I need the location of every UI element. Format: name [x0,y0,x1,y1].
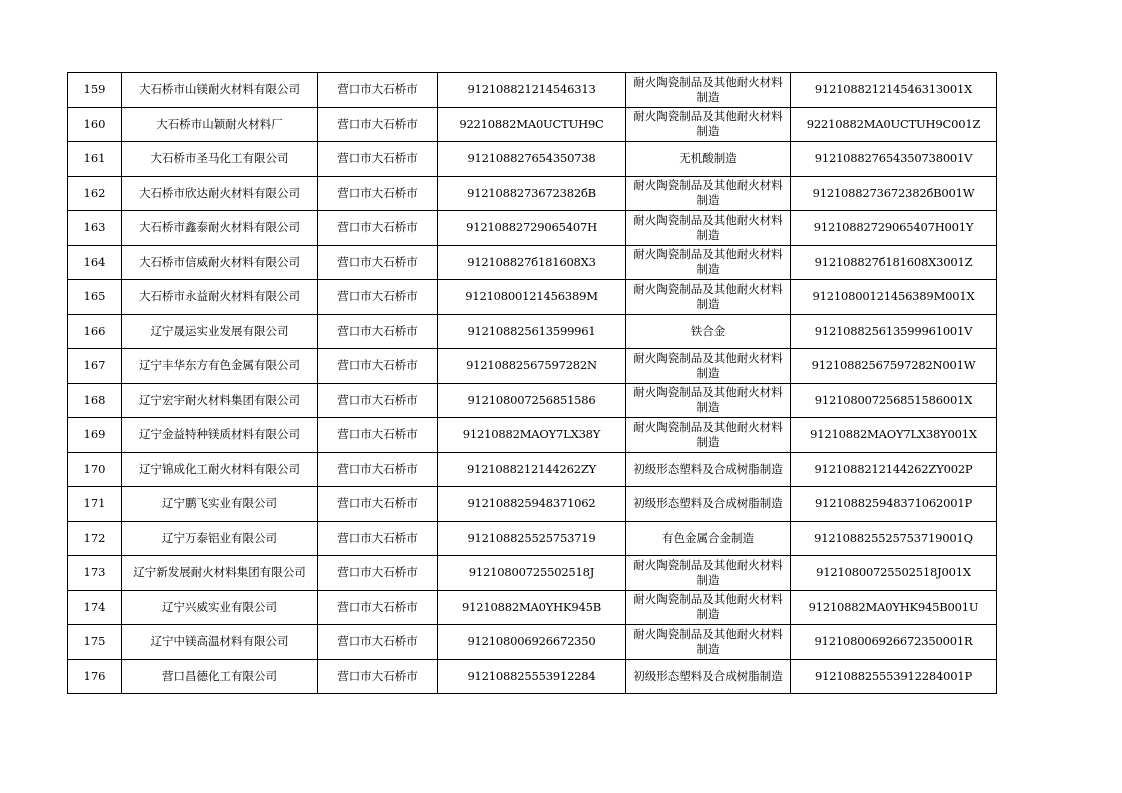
credit-code-cell: 91210800121456389M [438,280,626,315]
permit-number-cell: 912108827654350738001V [791,142,997,177]
location-cell: 营口市大石桥市 [318,487,438,522]
company-name-cell: 辽宁兴威实业有限公司 [122,590,318,625]
table-row [68,349,997,384]
table-row [68,107,997,142]
company-name-cell: 辽宁万泰铝业有限公司 [122,521,318,556]
credit-code-cell: 912108827б181608X3 [438,245,626,280]
table-row [68,418,997,453]
permit-number-cell: 91210882567597282N001W [791,349,997,384]
credit-code-cell: 91210882567597282N [438,349,626,384]
credit-code-cell: 92210882MA0UCTUH9C [438,107,626,142]
industry-cell: 耐火陶瓷制品及其他耐火材料制造 [626,107,791,142]
location-cell: 营口市大石桥市 [318,452,438,487]
table-row [68,280,997,315]
location-cell: 营口市大石桥市 [318,556,438,591]
location-cell: 营口市大石桥市 [318,142,438,177]
serial-number-cell: 173 [68,556,122,591]
industry-cell: 耐火陶瓷制品及其他耐火材料制造 [626,590,791,625]
industry-cell: 耐火陶瓷制品及其他耐火材料制造 [626,211,791,246]
industry-cell: 耐火陶瓷制品及其他耐火材料制造 [626,418,791,453]
company-name-cell: 辽宁中镁高温材料有限公司 [122,625,318,660]
table-row [68,521,997,556]
serial-number-cell: 166 [68,314,122,349]
permit-number-cell: 91210882121454631З001X [791,73,997,108]
company-name-cell: 辽宁锦成化工耐火材料有限公司 [122,452,318,487]
permit-number-cell: 9121088273672382бB001W [791,176,997,211]
industry-cell: 有色金属合金制造 [626,521,791,556]
table-row [68,73,997,108]
serial-number-cell: 161 [68,142,122,177]
industry-cell: 无机酸制造 [626,142,791,177]
company-name-cell: 营口昌德化工有限公司 [122,659,318,694]
industry-cell: 耐火陶瓷制品及其他耐火材料制造 [626,280,791,315]
permit-number-cell: 912108006926672350001R [791,625,997,660]
company-name-cell: 大石桥市山颖耐火材料厂 [122,107,318,142]
company-name-cell: 大石桥市山镁耐火材料有限公司 [122,73,318,108]
serial-number-cell: 163 [68,211,122,246]
permit-number-cell: 91210882729065407H001Y [791,211,997,246]
credit-code-cell: 912108827654350738 [438,142,626,177]
table-row [68,176,997,211]
serial-number-cell: 171 [68,487,122,522]
table-row [68,383,997,418]
company-name-cell: 辽宁鹏飞实业有限公司 [122,487,318,522]
industry-cell: 耐火陶瓷制品及其他耐火材料制造 [626,73,791,108]
table-row [68,452,997,487]
table-row [68,625,997,660]
serial-number-cell: 167 [68,349,122,384]
permit-number-cell: 912108825525753719001Q [791,521,997,556]
serial-number-cell: 164 [68,245,122,280]
credit-code-cell: 912108825525753719 [438,521,626,556]
credit-code-cell: 912108825553912284 [438,659,626,694]
credit-code-cell: 91210882MA0YHK945B [438,590,626,625]
industry-cell: 初级形态塑料及合成树脂制造 [626,487,791,522]
location-cell: 营口市大石桥市 [318,176,438,211]
credit-code-cell: 9121088212144262ZY [438,452,626,487]
location-cell: 营口市大石桥市 [318,107,438,142]
credit-code-cell: 91210800725502518J [438,556,626,591]
company-name-cell: 大石桥市信威耐火材料有限公司 [122,245,318,280]
company-name-cell: 大石桥市鑫泰耐火材料有限公司 [122,211,318,246]
credit-code-cell: 912108825613599961 [438,314,626,349]
location-cell: 营口市大石桥市 [318,349,438,384]
permit-number-cell: 912108827б181608X3001Z [791,245,997,280]
company-name-cell: 辽宁丰华东方有色金属有限公司 [122,349,318,384]
company-name-cell: 大石桥市圣马化工有限公司 [122,142,318,177]
location-cell: 营口市大石桥市 [318,521,438,556]
location-cell: 营口市大石桥市 [318,73,438,108]
serial-number-cell: 160 [68,107,122,142]
permit-number-cell: 91210882MAOY7LX38Y001X [791,418,997,453]
credit-code-cell: 912108825948371062 [438,487,626,522]
industry-cell: 初级形态塑料及合成树脂制造 [626,452,791,487]
location-cell: 营口市大石桥市 [318,625,438,660]
table-row [68,659,997,694]
table-row [68,556,997,591]
location-cell: 营口市大石桥市 [318,314,438,349]
serial-number-cell: 169 [68,418,122,453]
permit-number-cell: 91210800121456389M001X [791,280,997,315]
serial-number-cell: 170 [68,452,122,487]
location-cell: 营口市大石桥市 [318,418,438,453]
permit-number-cell: 912108825948371062001P [791,487,997,522]
industry-cell: 初级形态塑料及合成树脂制造 [626,659,791,694]
credit-code-cell: 91210882MAOY7LX38Y [438,418,626,453]
serial-number-cell: 165 [68,280,122,315]
serial-number-cell: 172 [68,521,122,556]
industry-cell: 耐火陶瓷制品及其他耐火材料制造 [626,245,791,280]
company-name-cell: 辽宁金益特种镁质材料有限公司 [122,418,318,453]
table-row [68,314,997,349]
industry-cell: 耐火陶瓷制品及其他耐火材料制造 [626,625,791,660]
company-name-cell: 辽宁新发展耐火材料集团有限公司 [122,556,318,591]
permit-number-cell: 912108007256851586001X [791,383,997,418]
credit-code-cell: 912108006926672350 [438,625,626,660]
table-row [68,245,997,280]
permit-number-cell: 92210882MA0UCTUH9C001Z [791,107,997,142]
credit-code-cell: 91210882729065407H [438,211,626,246]
location-cell: 营口市大石桥市 [318,383,438,418]
industry-cell: 铁合金 [626,314,791,349]
location-cell: 营口市大石桥市 [318,280,438,315]
industry-cell: 耐火陶瓷制品及其他耐火材料制造 [626,349,791,384]
table-row [68,211,997,246]
serial-number-cell: 162 [68,176,122,211]
table-row [68,590,997,625]
credit-code-cell: 912108007256851586 [438,383,626,418]
company-name-cell: 辽宁晟运实业发展有限公司 [122,314,318,349]
location-cell: 营口市大石桥市 [318,590,438,625]
serial-number-cell: 174 [68,590,122,625]
company-name-cell: 大石桥市欣达耐火材料有限公司 [122,176,318,211]
table-row [68,487,997,522]
serial-number-cell: 168 [68,383,122,418]
credit-code-cell: 9121088273672382бB [438,176,626,211]
industry-cell: 耐火陶瓷制品及其他耐火材料制造 [626,176,791,211]
permit-number-cell: 91210882MA0YHK945B001U [791,590,997,625]
document-page [67,72,996,694]
permit-number-cell: 91210800725502518J001X [791,556,997,591]
permit-number-cell: 912108825553912284001P [791,659,997,694]
serial-number-cell: 159 [68,73,122,108]
industry-cell: 耐火陶瓷制品及其他耐火材料制造 [626,383,791,418]
location-cell: 营口市大石桥市 [318,211,438,246]
company-name-cell: 大石桥市永益耐火材料有限公司 [122,280,318,315]
location-cell: 营口市大石桥市 [318,659,438,694]
serial-number-cell: 176 [68,659,122,694]
industry-cell: 耐火陶瓷制品及其他耐火材料制造 [626,556,791,591]
permit-number-cell: 912108825613599961001V [791,314,997,349]
enterprise-permit-table [67,72,997,694]
table-row [68,142,997,177]
location-cell: 营口市大石桥市 [318,245,438,280]
table-body [68,73,997,694]
permit-number-cell: 9121088212144262ZY002P [791,452,997,487]
serial-number-cell: 175 [68,625,122,660]
company-name-cell: 辽宁宏宇耐火材料集团有限公司 [122,383,318,418]
credit-code-cell: 91210882121454631З [438,73,626,108]
